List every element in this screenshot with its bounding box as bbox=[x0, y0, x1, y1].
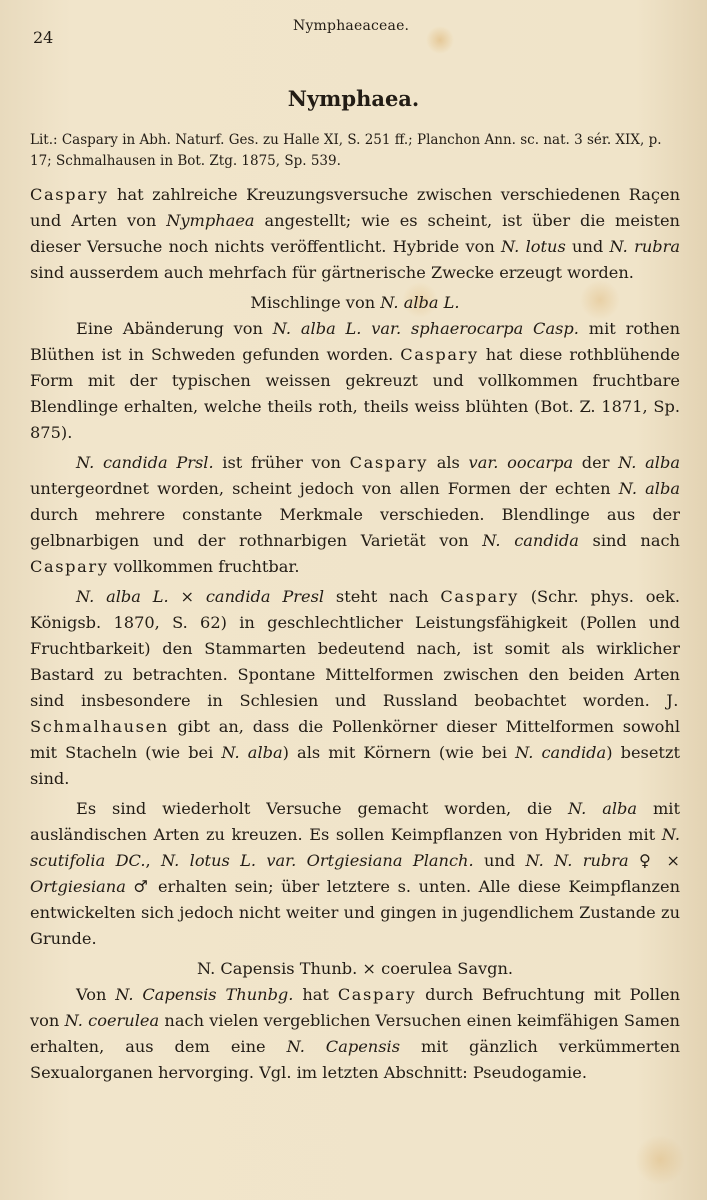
author-name: Caspary bbox=[349, 453, 429, 472]
author-name: Caspary bbox=[30, 185, 109, 204]
paragraph-sphaerocarpa: Eine Abänderung von N. alba L. var. sphaerocarpa Casp. mit rothen Blüthen ist in Schweden gefunden worden. Caspary hat diese rothblühende Form mit der typischen weissen gekreuzt und vollkommen fruchtbare Blendlinge erhalten, welche theils roth, theils weiss blühten (Bot. Z. 1871, Sp. 875). bbox=[30, 319, 681, 442]
body-text bbox=[30, 182, 680, 1086]
author-name: Caspary bbox=[400, 345, 479, 364]
paragraph-candida: N. candida Prsl. ist früher von Caspary als var. oocarpa der N. alba untergeordnet worden, scheint jedoch von allen Formen der echten N. alba durch mehrere constante Merkmale verschieden. Blendlinge aus der gelbnarbigen und der rothnarbigen Varietät von N. candida sind nach Caspary vollkommen fruchtbar. bbox=[30, 453, 680, 576]
author-name: Caspary bbox=[337, 985, 417, 1004]
author-name: Caspary bbox=[440, 587, 519, 606]
subheading-capensis: N. Capensis Thunb. × coerulea Savgn. bbox=[196, 959, 514, 978]
paragraph-intro: Caspary hat zahlreiche Kreuzungsversuche zwischen verschiedenen Raçen und Arten von Nymphaea angestellt; wie es scheint, ist über die meisten dieser Versuche noch nichts veröffentlicht. Hybride von N. lotus und N. rubra sind ausserdem auch mehrfach für gärtnerische Zwecke erzeugt worden. bbox=[30, 185, 680, 282]
paragraph-alba-candida-hybrid: N. alba L. × candida Presl steht nach Caspary (Schr. phys. oek. Königsb. 1870, S. 62) in geschlechtlicher Leistungsfähigkeit (Pollen und Fruchtbarkeit) den Stammarten bedeutend nach, ist somit als wirklicher Bastard zu betrachten. Spontane Mittelformen zwischen den beiden Arten sind insbesondere in Schlesien und Russland beobachtet worden. J. Schmalhausen gibt an, dass die Pollenkörner dieser Mittelformen sowohl mit Stacheln (wie bei N. alba) als mit Körnern (wie bei N. candida) besetzt sind. bbox=[30, 587, 680, 788]
running-head: Nymphaeaceae. bbox=[293, 18, 410, 34]
literature-reference: Lit.: Caspary in Abh. Naturf. Ges. zu Halle XI, S. 251 ff.; Planchon Ann. sc. nat. 3 sér. XIX, p. 17; Schmalhausen in Bot. Ztg. 1875, Sp. 539. bbox=[30, 132, 662, 169]
author-name: J. Schmalhausen bbox=[30, 691, 680, 736]
paragraph-foreign-crosses: Es sind wiederholt Versuche gemacht worden, die N. alba mit ausländischen Arten zu kreuzen. Es sollen Keimpflanzen von Hybriden mit N. scutifolia DC., N. lotus L. var. Ortgiesiana Planch. und N. N. rubra ♀ × Ortgiesiana ♂ erhalten sein; über letztere s. unten. Alle diese Keimpflanzen entwickelten sich jedoch nicht weiter und gingen in jugendlichem Zustande zu Grunde. bbox=[30, 799, 680, 948]
subheading-alba: Mischlinge von N. alba L. bbox=[250, 293, 460, 312]
literature-label: Lit.: bbox=[30, 132, 58, 148]
paragraph-capensis: Von N. Capensis Thunbg. hat Caspary durch Befruchtung mit Pollen von N. coerulea nach vielen vergeblichen Versuchen einen keimfähigen Samen erhalten, aus dem eine N. Capensis mit gänzlich verkümmerten Sexualorganen hervorging. Vgl. im letzten Abschnitt: Pseudogamie. bbox=[30, 985, 681, 1082]
section-title: Nymphaea. bbox=[287, 86, 420, 111]
author-name: Caspary bbox=[30, 557, 109, 576]
page-number: 24 bbox=[33, 28, 54, 47]
